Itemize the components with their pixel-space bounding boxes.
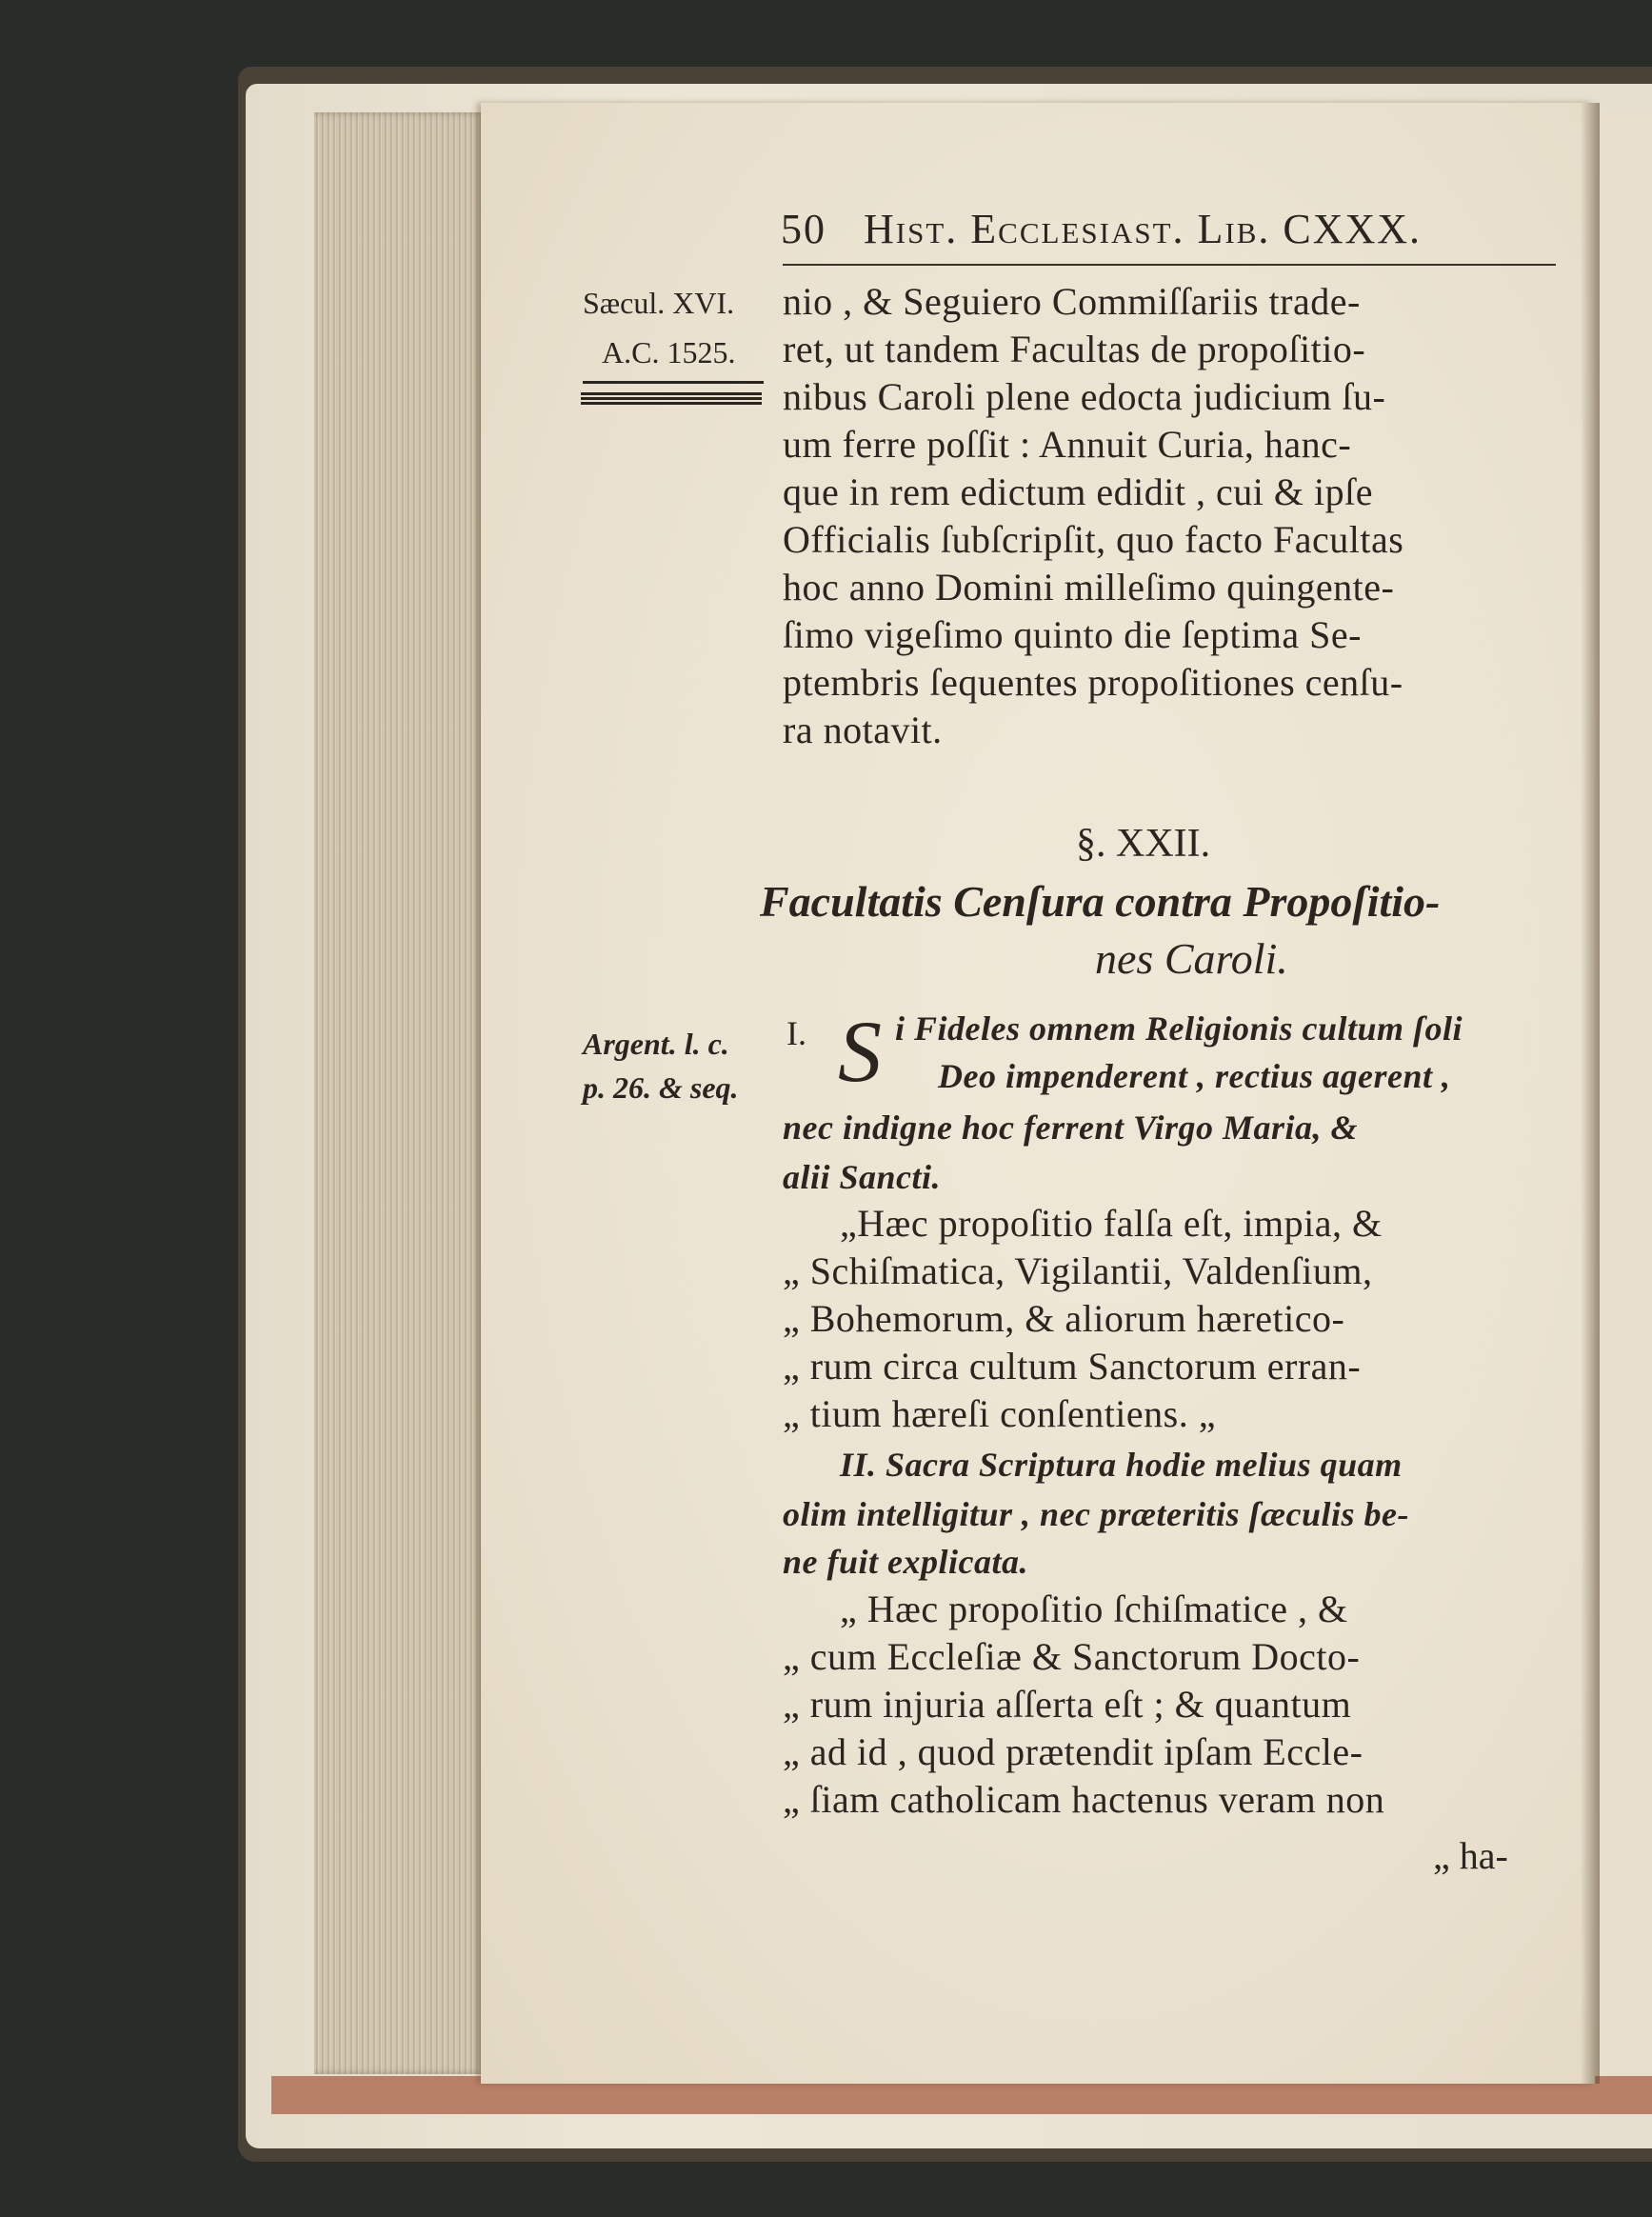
text-line: „ Bohemorum, & aliorum hæretico- xyxy=(783,1297,1345,1340)
text-line: ptembris ſequentes propoſitiones cenſu- xyxy=(783,661,1403,704)
text-line: „ tium hæreſi conſentiens. „ xyxy=(783,1392,1216,1435)
margin-note-year: A.C. 1525. xyxy=(602,335,736,370)
text-line: ne fuit explicata. xyxy=(783,1543,1028,1581)
text-line: alii Sancti. xyxy=(783,1158,942,1196)
running-head xyxy=(781,205,1422,253)
text-line: „ ad id , quod prætendit ipſam Eccle- xyxy=(783,1730,1363,1773)
catchword: „ ha- xyxy=(1433,1834,1508,1877)
text-line: „ Hæc propoſitio ſchiſmatice , & xyxy=(840,1588,1348,1630)
margin-note-reference: Argent. l. c. xyxy=(583,1027,729,1061)
text-line: II. Sacra Scriptura hodie melius quam xyxy=(840,1446,1403,1484)
facing-page-edge xyxy=(1600,112,1652,2074)
text-line: i Fideles omnem Religionis cultum ſoli xyxy=(895,1009,1463,1048)
text-line: Officialis ſubſcripſit, quo facto Facultas xyxy=(783,518,1404,561)
text-line: ra notavit. xyxy=(783,709,943,751)
margin-note-reference-page: p. 26. & seq. xyxy=(583,1070,739,1105)
text-line: um ferre poſſit : Annuit Curia, hanc- xyxy=(783,423,1352,466)
text-line: Deo impenderent , rectius agerent , xyxy=(938,1057,1451,1095)
section-number: §. XXII. xyxy=(1076,822,1211,866)
margin-note-saeculum: Sæcul. XVI. xyxy=(583,286,735,320)
text-line: „ cum Eccleſiæ & Sanctorum Docto- xyxy=(783,1635,1361,1678)
text-line: „ rum injuria aſſerta eſt ; & quantum xyxy=(783,1683,1352,1726)
text-line: nec indigne hoc ferrent Virgo Maria, & xyxy=(783,1108,1359,1147)
proposition-number: I. xyxy=(786,1014,806,1052)
header-rule xyxy=(783,264,1556,266)
section-title-line2: nes Caroli. xyxy=(1095,934,1288,983)
page-number: 50 xyxy=(781,206,826,252)
page-gutter xyxy=(1581,103,1600,2084)
text-line: ret, ut tandem Facultas de propoſitio- xyxy=(783,328,1366,370)
text-line: „ Schiſmatica, Vigilantii, Valdenſium, xyxy=(783,1249,1373,1292)
text-line: nio , & Seguiero Commiſſariis trade- xyxy=(783,280,1361,323)
page-edges xyxy=(314,112,486,2074)
text-line: hoc anno Domini milleſimo quingente- xyxy=(783,566,1395,609)
text-line: „ rum circa cultum Sanctorum erran- xyxy=(783,1345,1362,1388)
margin-underline xyxy=(583,381,764,384)
text-line: que in rem edictum edidit , cui & ipſe xyxy=(783,470,1373,513)
text-line: ſimo vigeſimo quinto die ſeptima Se- xyxy=(783,613,1362,656)
drop-cap: S xyxy=(838,1003,882,1100)
text-line: „ ſiam catholicam hactenus veram non xyxy=(783,1778,1385,1821)
margin-rule-ornament xyxy=(581,392,762,406)
section-title-line1: Facultatis Cenſura contra Propoſitio- xyxy=(760,877,1441,926)
text-line: olim intelligitur , nec præteritis ſæculis be- xyxy=(783,1495,1410,1533)
running-title: Hist. Ecclesiast. Lib. CXXX. xyxy=(864,206,1423,252)
text-line: „Hæc propoſitio falſa eſt, impia, & xyxy=(840,1202,1383,1245)
text-line: nibus Caroli plene edocta judicium ſu- xyxy=(783,375,1386,418)
